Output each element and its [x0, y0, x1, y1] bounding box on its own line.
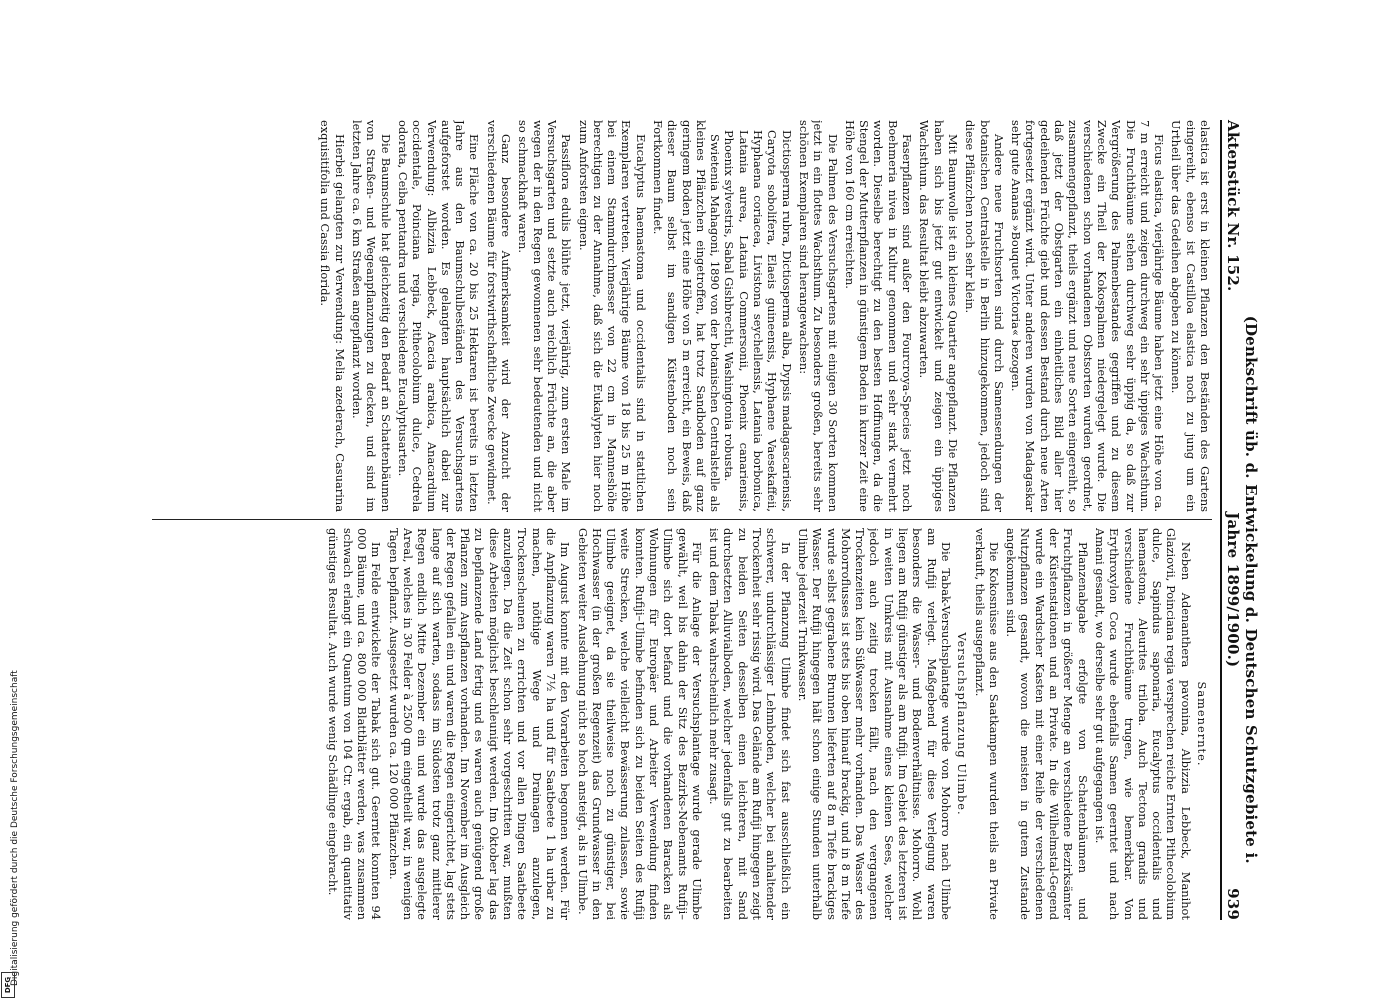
paragraph: Im August konnte mit den Vorarbeiten begonnen werden. Für die Anpflanzung waren 7½ ha und für Saatbeete 1 ha urbar zu machen, nöthige Wege und Drainagen anzulegen, Trockenscheunen zu errichten und vor allen Dingen Saatbeete anzulegen. Da die Zeit schon sehr vorgeschritten war, mußten diese Arbeiten möglichst beschleunigt werden. Im Oktober lag das zu bepflanzende Land fertig und es waren auch genügend große Pflanzen zum Auspflanzen vorhanden. Im November im Ausgleich der Regen gefallen ein und waren die Regen eingerichtet, lag stets lange auf sich warten, sodass im Südosten trotz ganz mittlerer Regen endlich Mitte Dezember ein und wurde das ausgelegte Areal, welches in 30 Felder à 2500 qm eingetheilt war, in wenigen Tagen bepflanzt. Ausgesetzt wurden ca. 120 000 Pflänzchen. [386, 528, 573, 920]
paragraph: Die Palmen des Versuchsgartens mit einigen 30 Sorten kommen jetzt in ein flottes Wachsthum. Zu besonders großen, bereits sehr schönen Exemplaren sind herangewachsen: [796, 120, 840, 512]
paragraph: Die Tabak-Versuchsplantage wurde von Mohorro nach Ulimbe am Rufiji verlegt. Maßgebend für diese Verlegung waren besonders die Wasser- und Bodenverhältnisse. Mohorro. Wohl liegen am Rufiji günstiger als am Rufiji. Im Gebiet des letzteren ist in weiten Umkreis mit Ausnahme eines kleinen Sees, welcher jedoch auch zeitig trocken fällt, nach den vergangenen Trockenzeiten kein Süßwasser mehr vorhanden. Das Wasser des Mohorroflusses ist stets bis oben hinauf brackig, und in 8 m Tiefe wurde selbst gegrabene Brunnen lieferten auf 8 m Tiefe brackiges Wasser. Der Rufiji hingegen hält schon einige Stunden unterhalb Ulimbe jederzeit Trinkwasser. [795, 528, 953, 920]
document-number: Aktenstück Nr. 152. [1224, 120, 1242, 292]
column-divider [152, 519, 1212, 520]
page-title: (Denkschrift üb. d. Entwickelung d. Deutschen Schutzgebiete i. Jahre 1899/1900.) [1224, 315, 1260, 864]
paragraph: Mit Baumwolle ist ein kleines Quartier angepflanzt. Die Pflanzen haben sich bis jetzt gut entwickelt und zeigen ein üppiges Wachsthum. das Resultat bleibt abzuwarten. [917, 120, 960, 512]
paragraph: Die Baumschule hat gleichzeitig den Bedarf an Schattenbäumen von Straßen- und Wegeanpflanzungen zu decken, und sind im letzten Jahre ca. 6 km Straßen angepflanzt worden. [350, 120, 393, 512]
paragraph: Die Kokosnüsse aus den Saatkampen wurden theils an Private verkauft, theils ausgepflanzt. [972, 528, 1001, 920]
credit-text: Digitalisierung gefördert durch die Deutsche Forschungsgemeinschaft [10, 670, 20, 986]
section-heading: Samenernte. [1195, 681, 1209, 767]
paragraph: elastica ist erst in kleinen Pflanzen den Beständen des Gartens eingereiht, ebenso ist Castilloa elastica noch zu jung um ein Urtheil über das Gedeihen abgeben zu können. [1169, 120, 1212, 512]
paragraph: Eine Fläche von ca. 20 bis 25 Hektaren ist bereits in letzten Jahre aus den Baumschulbeständen des Versuchsgartens aufgeforstet worden. Es gelangten hauptsächlich dabei zur Verwendung: Albizzia Lebbeck, Acacia arabica, Anacardium occidentale, Poinciana regia, Pithecolobium dulce, Cedrela odorata, Ceiba pentandra und verschiedene Eucalyptusarten. [395, 120, 482, 512]
section-heading: Versuchspflanzung Ulimbe. [955, 632, 970, 816]
paragraph: Ficus elastica, vierjährige Bäume haben jetzt eine Höhe von ca. 7 m erreicht und zeigen durchweg ein sehr üppiges Wachsthum. Die Fruchtbäume stehen durchweg sehr üppig da, so daß zur Vergrößerung des Palmenbestandes gegriffen und zu diesem Zwecke ein Theil der Kokospalmen niedergelegt wurde. Die verschiedenen schon vorhandenen Obstsorten wurden geordnet, zusammengepflanzt, theils ergänzt und neue Sorten eingereiht, so daß jetzt der Obstgarten ein einheitliches Bild aller hier gedeihenden Früchte giebt und dessen Bestand durch neue Arten fortgesetzt ergänzt wird. Unter anderen wurden von Madagaskar sehr gute Ananas »Bouquet Victoria« bezogen. [1009, 120, 1167, 512]
paragraph: Faserpflanzen sind außer den Fourcroya-Species jetzt noch Boehmeria nivea in Kultur genommen und sehr stark vermehrt worden. Dieselbe berechtigt zu den besten Hoffnungen, da die Stengel der Mutterpflanzen in günstigem Boden in kurzer Zeit eine Höhe von 160 cm erreichten. [842, 120, 915, 512]
page-header [1220, 120, 1260, 920]
paragraph: Neben Adenanthera pavonina, Albizzia Lebbeck, Manihot Glaziovii, Poinciana regia versprechen reiche Ernten Pithecolobium dulce, Sapindus saponaria, Eucalyptus occidentalis und haemastoma, Aleurites triloba. Auch Tectona grandis und verschiedene Fruchtbäume trugen, wie bemerkbar. Von Erythroxylon Coca wurde ebenfalls Samen geerntet und nach Amani gesandt, wo derselbe sehr gut aufgegangen ist. [1092, 528, 1193, 920]
printed-page [70, 50, 1330, 950]
page-number: 939 [1224, 888, 1242, 920]
paragraph: Für die Anlage der Versuchsplantage wurde gerade Ulimbe gewählt, weil bis dahin der Sitz des Bezirks-Nebenamts Rufiji–Ulimbe sich dort befand und die vorhandenen Baracken als Wohnungen für Europäer und Arbeiter Verwendung finden konnten. Rufiji–Ulimbe befinden sich zu beiden Seiten des Rufiji weite Strecken, welche vielleicht Bewässerung zulassen, sowie Ulimbe geeignet, da sie theilweise noch zu günstiger, bei Hochwasser (in der großen Regenzeit) das Grundwasser in den Gebieten weiter Ausdehnung nicht so hoch ansteigt, als in Ulimbe. [575, 528, 704, 920]
paragraph: Passiflora edulis blühte jetzt, vierjährig, zum ersten Male im Versuchsgarten und setzte auch reichlich Früchte an, die aber wegen der in den Regen gewonnenen sehr bedeutenden und nicht so schmackhaft waren. [516, 120, 574, 512]
paragraph: Eucalyptus haemastoma und occidentalis sind in stattlichen Exemplaren vertreten. Vierjährige Bäume von 18 bis 25 m Höhe bei einem Stammdurchmesser von 22 cm in Manneshöhe berechtigen zu der Annahme, daß sich die Eukalypten hier noch zum Anforsten eignen. [576, 120, 648, 512]
paragraph: In der Pflanzung Ulimbe findet sich fast ausschließlich ein schwerer, undurchlässiger Lehmboden, welcher bei anhaltender Trockenheit sehr rissig wird. Das Gelände am Rufiji hingegen zeigt zu beiden Seiten desselben einen leichteren, mit Sand durchsetzten Alluvialboden, welcher jedenfalls gut zu bearbeiten ist und dem Tabak wahrscheinlich mehr zusagt. [707, 528, 793, 920]
digitization-credit [2, 606, 20, 998]
paragraph: Hierbei gelangten zur Verwendung: Melia azederach, Casuarina exquisitifolia und Cassia florida. [318, 120, 347, 512]
dfg-logo [1, 972, 15, 998]
paragraph: Swietenia Mahagoni, 1890 von der botanischen Centralstelle als kleines Pflänzchen eingetroffen, hat trotz Sandboden auf ganz geringem Boden jetzt eine Höhe von 5 m erreicht, ein Beweis, daß dieser Baum selbst im sandigen Küstenboden noch sein Fortkommen findet. [651, 120, 723, 512]
left-column [152, 120, 1212, 512]
paragraph: Ganz besondere Aufmerksamkeit wird der Anzucht der verschiedenen Bäume für forstwirthschaftliche Zwecke gewidmet. [484, 120, 514, 512]
logo-text: DFG [4, 976, 12, 994]
paragraph: Im Felde entwickelte der Tabak sich gut. Geerntet konnten 94 000 Bäume, und ca. 800 000 Blattblätter werden, was zusammen schwach erlangt ein Quantum von 104 Ctr. ergab, ein quantitativ günstiges Resultat. Auch wurde wenig Schädlinge eingebracht. [326, 528, 384, 920]
paragraph: Andere neue Fruchtsorten sind durch Samensendungen der botanischen Centralstelle in Berlin hinzugekommen, jedoch sind diese Pflänzchen noch sehr klein. [963, 120, 1006, 512]
right-column [152, 528, 1212, 920]
plant-list: Dictiosperma rubra, Dictiosperma alba, Dypsis madagascariensis, Caryota sobolifera, Elaeis guineensis, Hyphaene Vaesekaffeii, Hyphaena coriacea, Livistona seychellensis, Latania borbonica, Latania aurea, Latania Commersonii, Phoenix canariensis, Phoenix sylvestris, Sabal Gishbrechti, Washingtonia robusta. [722, 130, 794, 512]
paragraph: Pflanzenabgabe erfolgte von Schattenbäumen und Fruchtpflanzen in größerer Menge an verschiedene Bezirksämter der Küstenstationen und an Private. In die Wilhelmstal-Gegend wurde ein Wardscher Kasten mit einer Reihe der verschiedenen Nutzpflanzen gesandt, wovon die meisten in gutem Zustande angekommen sind. [1004, 528, 1090, 920]
